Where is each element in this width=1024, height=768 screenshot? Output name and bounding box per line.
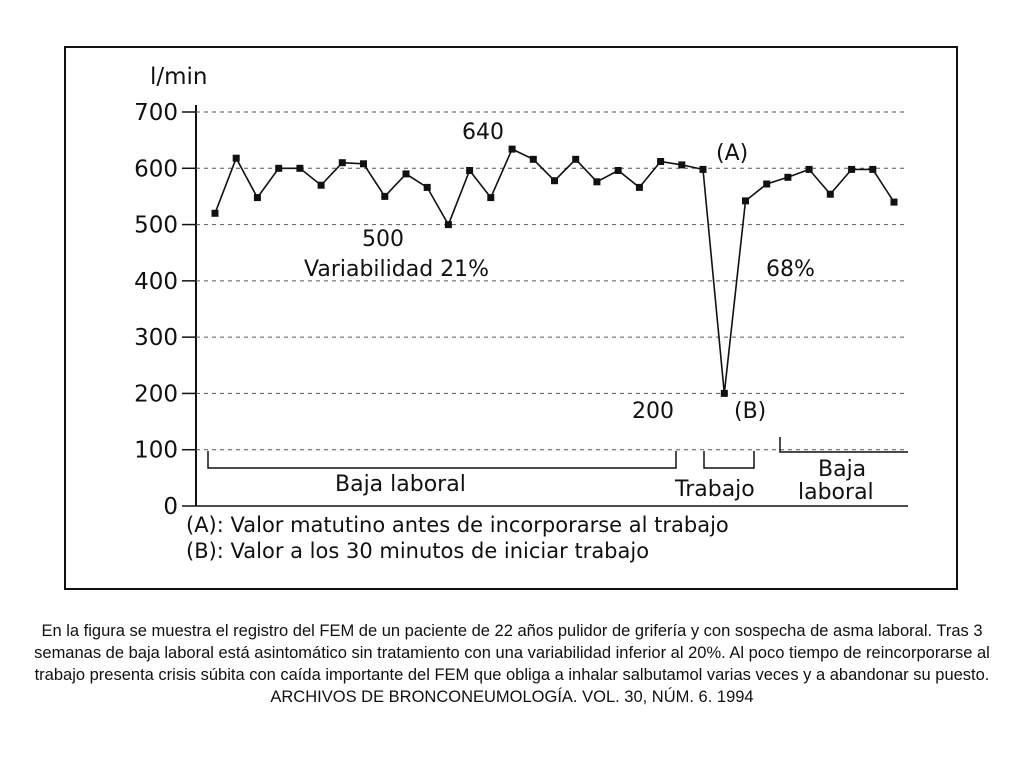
y-tick-label-200: 200 bbox=[134, 381, 178, 408]
data-point-3 bbox=[275, 165, 282, 172]
data-point-31 bbox=[869, 166, 876, 173]
period-label-baja-laboral-1: Baja laboral bbox=[335, 472, 466, 497]
data-point-7 bbox=[360, 160, 367, 167]
data-point-5 bbox=[318, 182, 325, 189]
data-point-29 bbox=[827, 191, 834, 198]
data-point-0 bbox=[212, 210, 219, 217]
peak-label: 640 bbox=[462, 120, 504, 145]
data-point-18 bbox=[593, 178, 600, 185]
point-a-label: (A) bbox=[716, 141, 749, 166]
data-point-12 bbox=[466, 167, 473, 174]
data-point-1 bbox=[233, 155, 240, 162]
period-label-baja-2-line1: Baja bbox=[818, 457, 867, 482]
legend-line-a: (A): Valor matutino antes de incorporarse al trabajo bbox=[186, 513, 729, 537]
data-point-30 bbox=[848, 166, 855, 173]
y-tick-label-400: 400 bbox=[134, 268, 178, 295]
y-axis-label: l/min bbox=[150, 64, 208, 90]
data-point-14 bbox=[509, 146, 516, 153]
min-label: 200 bbox=[632, 399, 674, 424]
data-point-28 bbox=[806, 166, 813, 173]
data-point-32 bbox=[891, 199, 898, 206]
data-point-15 bbox=[530, 156, 537, 163]
data-point-8 bbox=[381, 193, 388, 200]
figure-caption: En la figura se muestra el registro del FEM de un paciente de 22 años pulidor de grifería y con sospecha de asma laboral. Tras 3 semanas de baja laboral está asintomático sin tratamiento con una variabilidad inferior al 20%. Al poco tiempo de reincorporarse al trabajo presenta crisis súbita con caída importante del FEM que obliga a inhalar salbutamol varias veces y a abandonar su puesto. ARCHIVOS DE BRONCONEUMOLOGÍA. VOL. 30, NÚM. 6. 1994 bbox=[34, 622, 990, 706]
data-point-10 bbox=[424, 184, 431, 191]
data-point-16 bbox=[551, 177, 558, 184]
y-tick-label-500: 500 bbox=[134, 212, 178, 239]
data-point-13 bbox=[487, 194, 494, 201]
point-b-label: (B) bbox=[734, 399, 767, 424]
data-point-24 bbox=[721, 390, 728, 397]
drop-percent-label: 68% bbox=[766, 257, 815, 282]
y-tick-label-100: 100 bbox=[134, 437, 178, 464]
data-point-25 bbox=[742, 197, 749, 204]
period-label-trabajo: Trabajo bbox=[675, 477, 755, 502]
data-point-27 bbox=[784, 174, 791, 181]
low-label: 500 bbox=[362, 227, 404, 252]
bracket-baja-laboral-1 bbox=[208, 451, 676, 468]
y-tick-label-700: 700 bbox=[134, 100, 178, 126]
data-point-20 bbox=[636, 184, 643, 191]
legend-line-b: (B): Valor a los 30 minutos de iniciar trabajo bbox=[186, 539, 650, 563]
data-point-26 bbox=[763, 181, 770, 188]
data-point-11 bbox=[445, 221, 452, 228]
data-point-6 bbox=[339, 159, 346, 166]
data-point-21 bbox=[657, 158, 664, 165]
data-point-17 bbox=[572, 156, 579, 163]
data-point-19 bbox=[615, 167, 622, 174]
y-tick-label-300: 300 bbox=[134, 325, 178, 352]
data-point-4 bbox=[296, 165, 303, 172]
data-point-2 bbox=[254, 194, 261, 201]
y-tick-labels bbox=[134, 100, 196, 520]
data-point-23 bbox=[700, 166, 707, 173]
data-point-22 bbox=[678, 161, 685, 168]
data-point-9 bbox=[403, 170, 410, 177]
y-tick-label-600: 600 bbox=[134, 156, 178, 183]
variability-label: Variabilidad 21% bbox=[304, 257, 490, 282]
bracket-trabajo bbox=[704, 451, 754, 468]
y-tick-label-0: 0 bbox=[163, 494, 178, 520]
period-label-baja-2-line2: laboral bbox=[798, 480, 874, 505]
